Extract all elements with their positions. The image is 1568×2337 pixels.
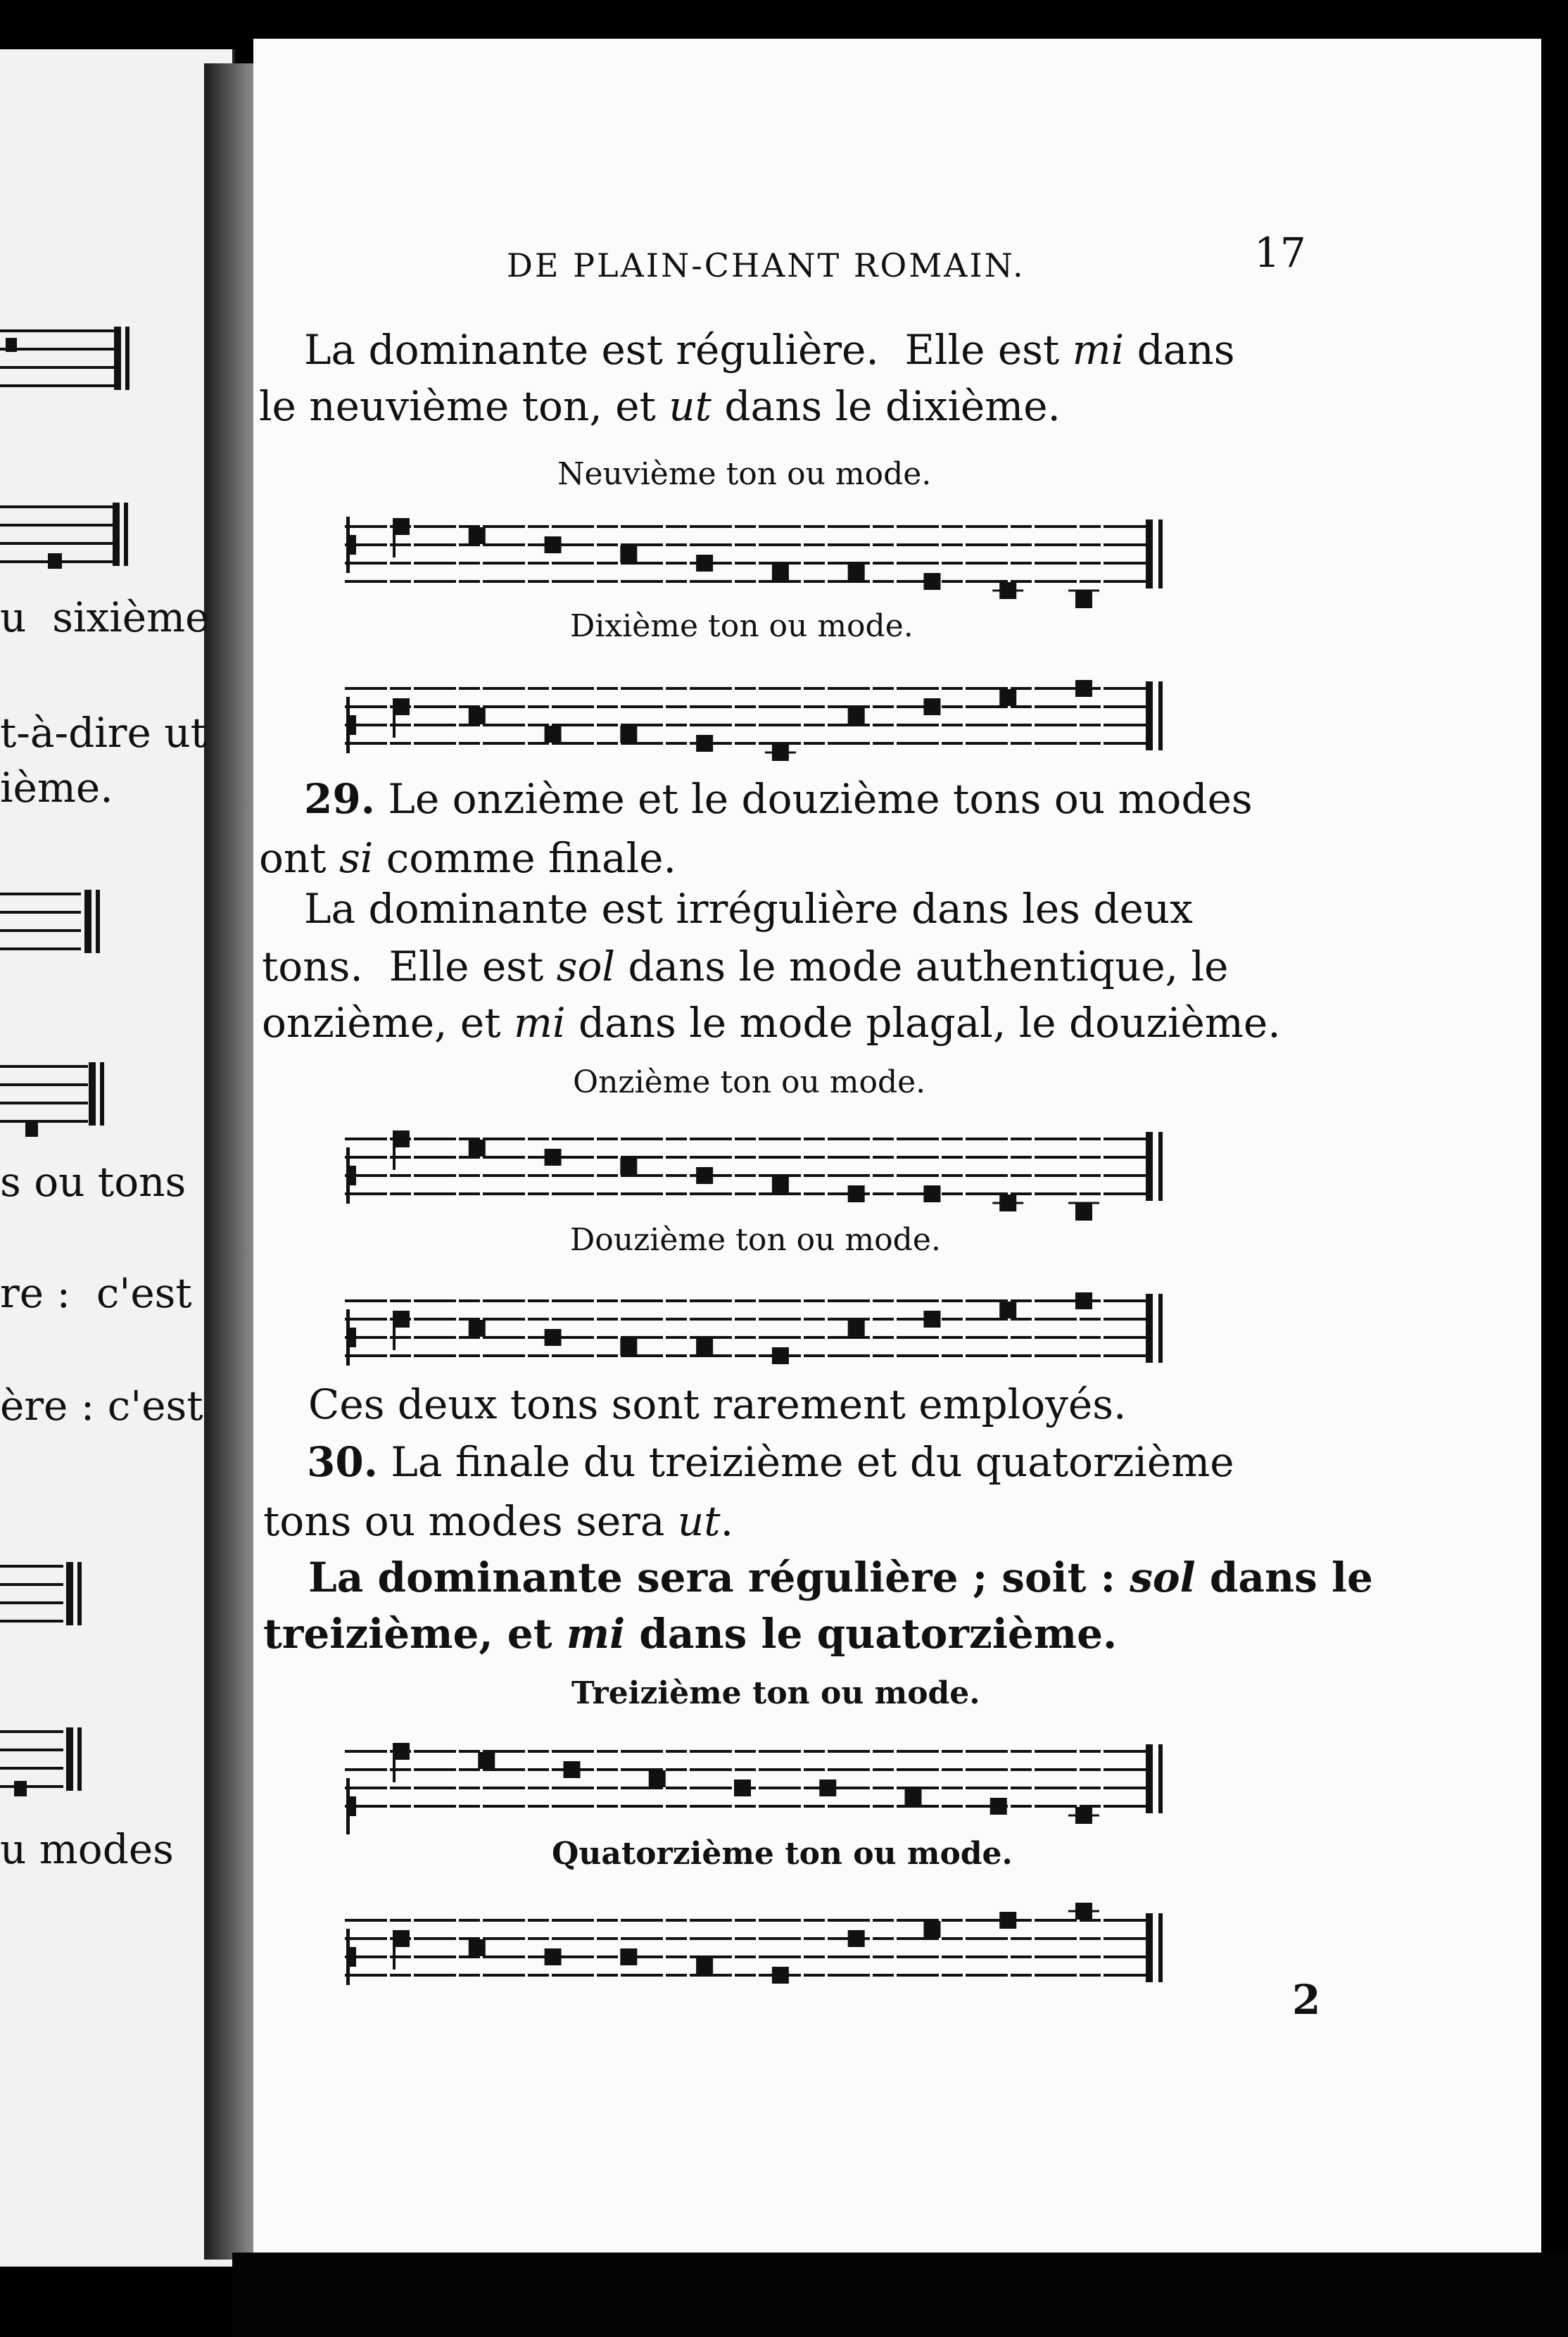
left-fragment: re : c'est [0, 1269, 192, 1317]
neume-note [905, 1789, 922, 1806]
example-caption: Treizième ton ou mode. [571, 1675, 980, 1711]
neume-note [696, 1338, 713, 1355]
clef-stem [346, 1147, 350, 1204]
section-number: 30. [307, 1438, 378, 1486]
neume-note [772, 564, 789, 581]
neume-note [772, 1347, 789, 1364]
text-line: 30. La finale du treizième et du quatorzième [307, 1438, 1234, 1486]
final-bar [1158, 1744, 1163, 1813]
neume-note [848, 1185, 865, 1202]
final-bar [1146, 681, 1153, 750]
neume-note [696, 1167, 713, 1184]
left-fragment: ère : c'est [0, 1382, 203, 1430]
clef-stem [346, 1929, 350, 1985]
neume-note [620, 726, 637, 743]
final-bar [1158, 1913, 1163, 1982]
neume-note [1075, 680, 1092, 697]
chant-staff-neuvieme [338, 493, 1239, 619]
neume-note [848, 1930, 865, 1947]
scan-border [232, 2253, 1568, 2337]
signature-mark: 2 [1292, 1976, 1321, 2024]
final-bar [1158, 681, 1163, 750]
example-caption: Quatorzième ton ou mode. [552, 1836, 1013, 1872]
text-line: La dominante est irrégulière dans les deux [304, 885, 1193, 933]
chant-staff-treizieme [338, 1718, 1239, 1844]
neume-note [696, 735, 713, 752]
text-line: La dominante est régulière. Elle est mi dans [304, 326, 1235, 374]
clef-stem [346, 517, 350, 573]
neume-note [469, 1140, 486, 1157]
neume-note [923, 1311, 940, 1328]
neume-stem [393, 1139, 396, 1170]
neume-note [620, 546, 637, 562]
chant-staff-douzieme [338, 1267, 1239, 1394]
neume-note [620, 1338, 637, 1355]
neume-note [649, 1770, 666, 1787]
text-line: Ces deux tons sont rarement employés. [308, 1380, 1127, 1428]
neume-note [469, 1320, 486, 1337]
neume-note [999, 689, 1016, 706]
chant-staff-dixieme [338, 655, 1239, 781]
page-number: 17 [1254, 229, 1306, 277]
left-staff-fragment [0, 880, 141, 971]
final-bar [1146, 1913, 1153, 1982]
text-line: tons. Elle est sol dans le mode authentique, le [262, 943, 1229, 990]
neume-note [923, 698, 940, 715]
neume-note [923, 1185, 940, 1202]
left-fragment: ième. [0, 764, 113, 812]
neume-stem [393, 707, 396, 738]
example-caption: Douzième ton ou mode. [570, 1222, 941, 1258]
neume-note [620, 1158, 637, 1175]
example-caption: Onzième ton ou mode. [573, 1064, 926, 1100]
final-bar [1146, 1744, 1153, 1813]
neume-note [696, 555, 713, 572]
text-line: tons ou modes sera ut. [263, 1497, 734, 1545]
section-number: 29. [304, 775, 375, 823]
left-fragment: u sixième [0, 593, 210, 641]
neume-note [1075, 1204, 1092, 1221]
text-line: La dominante sera régulière ; soit : sol dans le [308, 1554, 1373, 1601]
neume-note [469, 1939, 486, 1956]
neume-note [564, 1761, 581, 1778]
neume-note [545, 1329, 562, 1346]
neume-note [772, 1967, 789, 1984]
final-bar [1146, 1294, 1153, 1363]
neume-note [469, 707, 486, 724]
chant-staff-quatorzieme [338, 1886, 1239, 2013]
neume-note [772, 1176, 789, 1193]
final-bar [1146, 519, 1153, 588]
text-line: ont si comme finale. [259, 834, 676, 882]
left-staff-fragment [0, 493, 141, 584]
neume-note [478, 1752, 495, 1769]
clef-stem [346, 1778, 350, 1834]
neume-stem [393, 1751, 396, 1782]
neume-note [848, 564, 865, 581]
neume-note [848, 707, 865, 724]
text-line: le neuvième ton, et ut dans le dixième. [259, 382, 1061, 430]
text-line: treizième, et mi dans le quatorzième. [263, 1610, 1118, 1658]
left-staff-fragment [0, 1052, 141, 1151]
text-line: onzième, et mi dans le mode plagal, le douzième. [262, 999, 1281, 1047]
neume-stem [393, 527, 396, 558]
neume-note [620, 1948, 637, 1965]
final-bar [1158, 1132, 1163, 1201]
neume-note [545, 1948, 562, 1965]
clef-stem [346, 1309, 350, 1366]
neume-note [696, 1958, 713, 1974]
neume-note [734, 1779, 751, 1796]
left-staff-fragment [0, 1552, 141, 1644]
neume-stem [393, 1939, 396, 1970]
neume-note [1075, 591, 1092, 608]
neume-note [999, 1302, 1016, 1318]
clef-stem [346, 697, 350, 753]
final-bar [1146, 1132, 1153, 1201]
example-caption: Dixième ton ou mode. [570, 608, 913, 644]
left-fragment: t-à-dire ut [0, 709, 207, 757]
neume-note [999, 1912, 1016, 1929]
running-title: DE PLAIN-CHANT ROMAIN. [507, 246, 1025, 284]
left-fragment: s ou tons [0, 1158, 186, 1206]
left-fragment: u modes [0, 1825, 174, 1873]
text-line: 29. Le onzième et le douzième tons ou modes [304, 775, 1253, 823]
neume-note [923, 1921, 940, 1938]
final-bar [1158, 519, 1163, 588]
example-caption: Neuvième ton ou mode. [557, 456, 932, 492]
neume-note [545, 726, 562, 743]
final-bar [1158, 1294, 1163, 1363]
neume-note [1075, 1292, 1092, 1309]
neume-note [923, 573, 940, 590]
neume-note [545, 536, 562, 553]
chant-staff-onzieme [338, 1105, 1239, 1232]
neume-note [545, 1149, 562, 1166]
neume-stem [393, 1319, 396, 1350]
left-staff-fragment [0, 317, 141, 408]
neume-note [469, 527, 486, 544]
neume-note [819, 1779, 836, 1796]
neume-note [990, 1798, 1007, 1815]
left-staff-fragment [0, 1718, 141, 1809]
neume-note [848, 1320, 865, 1337]
